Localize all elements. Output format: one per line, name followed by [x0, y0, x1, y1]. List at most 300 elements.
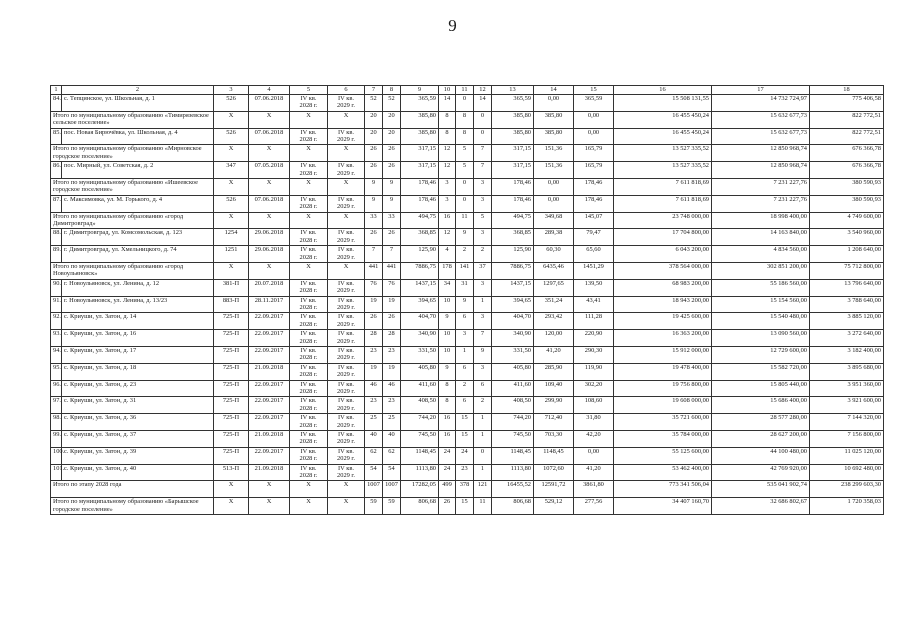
value-cell-col-17: 15 154 560,00 [712, 296, 810, 313]
value-cell-col-18: 13 796 640,00 [810, 279, 884, 296]
value-cell-col-17: 15 632 677,73 [712, 111, 810, 128]
value-cell-col-14: 0,00 [534, 195, 574, 212]
value-cell-col-16: 16 455 450,24 [614, 128, 712, 145]
value-cell-col-6: IV кв. 2029 г. [328, 397, 365, 414]
value-cell-col-7: 20 [365, 111, 383, 128]
value-cell-col-12: 6 [474, 380, 492, 397]
value-cell-col-3: 513-П [214, 464, 249, 481]
column-number-header: 2 [62, 86, 214, 95]
value-cell-col-9: 125,90 [401, 246, 439, 263]
row-number-cell: 88. [51, 229, 62, 246]
value-cell-col-12: 2 [474, 246, 492, 263]
value-cell-col-14: 1148,45 [534, 447, 574, 464]
value-cell-col-8: 20 [383, 128, 401, 145]
value-cell-col-8: 20 [383, 111, 401, 128]
address-cell: г. Новоульяновск, ул. Ленина, д. 12 [62, 279, 214, 296]
value-cell-col-17: 535 041 902,74 [712, 481, 810, 498]
value-cell-col-16: 13 527 335,52 [614, 145, 712, 162]
value-cell-col-8: 40 [383, 430, 401, 447]
value-cell-col-3: X [214, 111, 249, 128]
value-cell-col-7: 9 [365, 178, 383, 195]
value-cell-col-15: 220,90 [574, 330, 614, 347]
value-cell-col-15: 178,46 [574, 195, 614, 212]
value-cell-col-9: 331,50 [401, 346, 439, 363]
value-cell-col-8: 59 [383, 498, 401, 515]
value-cell-col-4: X [249, 178, 290, 195]
column-number-header: 4 [249, 86, 290, 95]
value-cell-col-4: 21.09.2018 [249, 363, 290, 380]
value-cell-col-10: 3 [439, 178, 456, 195]
value-cell-col-4: 20.07.2018 [249, 279, 290, 296]
column-number-header: 18 [810, 86, 884, 95]
address-cell: г. Новоульяновск, ул. Ленина, д. 13/23 [62, 296, 214, 313]
row-number-cell: 91. [51, 296, 62, 313]
value-cell-col-4: 22.09.2017 [249, 380, 290, 397]
value-cell-col-4: X [249, 262, 290, 279]
value-cell-col-17: 12 850 968,74 [712, 162, 810, 179]
value-cell-col-4: X [249, 145, 290, 162]
value-cell-col-12: 11 [474, 498, 492, 515]
value-cell-col-3: X [214, 145, 249, 162]
value-cell-col-17: 44 100 480,00 [712, 447, 810, 464]
value-cell-col-18: 3 272 640,00 [810, 330, 884, 347]
value-cell-col-3: 725-П [214, 346, 249, 363]
value-cell-col-10: 8 [439, 397, 456, 414]
value-cell-col-10: 14 [439, 95, 456, 112]
value-cell-col-7: 52 [365, 95, 383, 112]
value-cell-col-4: 22.09.2017 [249, 313, 290, 330]
value-cell-col-18: 3 885 120,00 [810, 313, 884, 330]
value-cell-col-13: 331,50 [492, 346, 534, 363]
value-cell-col-14: 351,24 [534, 296, 574, 313]
value-cell-col-12: 37 [474, 262, 492, 279]
value-cell-col-13: 745,50 [492, 430, 534, 447]
value-cell-col-11: 5 [456, 162, 474, 179]
value-cell-col-14: 41,20 [534, 346, 574, 363]
value-cell-col-7: 26 [365, 145, 383, 162]
value-cell-col-3: 725-П [214, 363, 249, 380]
value-cell-col-6: IV кв. 2029 г. [328, 229, 365, 246]
value-cell-col-13: 340,90 [492, 330, 534, 347]
value-cell-col-16: 15 912 000,00 [614, 346, 712, 363]
value-cell-col-3: 725-П [214, 380, 249, 397]
value-cell-col-17: 14 163 840,00 [712, 229, 810, 246]
value-cell-col-16: 35 784 000,00 [614, 430, 712, 447]
value-cell-col-14: 0,00 [534, 178, 574, 195]
value-cell-col-7: 26 [365, 313, 383, 330]
value-cell-col-14: 109,40 [534, 380, 574, 397]
subtotal-label-cell: Итого по муниципальному образованию «город Новоульяновск» [51, 262, 214, 279]
value-cell-col-9: 17282,05 [401, 481, 439, 498]
subtotal-label-cell: Итого по муниципальному образованию «Тимирязевское сельское поселение» [51, 111, 214, 128]
address-cell: с. Криуши, ул. Затон, д. 17 [62, 346, 214, 363]
value-cell-col-18: 75 712 800,00 [810, 262, 884, 279]
value-cell-col-15: 119,90 [574, 363, 614, 380]
row-number-cell: 94. [51, 346, 62, 363]
value-cell-col-11: 6 [456, 313, 474, 330]
value-cell-col-15: 0,00 [574, 447, 614, 464]
address-cell: с. Криуши, ул. Затон, д. 16 [62, 330, 214, 347]
value-cell-col-15: 43,41 [574, 296, 614, 313]
value-cell-col-11: 2 [456, 246, 474, 263]
value-cell-col-9: 178,46 [401, 195, 439, 212]
value-cell-col-3: X [214, 212, 249, 229]
address-cell: с. Криуши, ул. Затон, д. 18 [62, 363, 214, 380]
value-cell-col-10: 12 [439, 229, 456, 246]
value-cell-col-8: 19 [383, 363, 401, 380]
value-cell-col-10: 24 [439, 464, 456, 481]
value-cell-col-18: 7 144 320,00 [810, 414, 884, 431]
value-cell-col-10: 178 [439, 262, 456, 279]
value-cell-col-9: 340,90 [401, 330, 439, 347]
value-cell-col-14: 712,40 [534, 414, 574, 431]
value-cell-col-11: 3 [456, 330, 474, 347]
value-cell-col-17: 13 090 560,00 [712, 330, 810, 347]
value-cell-col-4: 21.09.2018 [249, 430, 290, 447]
value-cell-col-17: 42 769 920,00 [712, 464, 810, 481]
value-cell-col-12: 3 [474, 195, 492, 212]
value-cell-col-3: X [214, 262, 249, 279]
value-cell-col-11: 2 [456, 380, 474, 397]
value-cell-col-3: 725-П [214, 330, 249, 347]
value-cell-col-3: 725-П [214, 414, 249, 431]
value-cell-col-17: 12 729 600,00 [712, 346, 810, 363]
value-cell-col-7: 7 [365, 246, 383, 263]
value-cell-col-7: 19 [365, 296, 383, 313]
row-number-cell: 87. [51, 195, 62, 212]
value-cell-col-7: 54 [365, 464, 383, 481]
value-cell-col-9: 178,46 [401, 178, 439, 195]
column-number-header: 11 [456, 86, 474, 95]
value-cell-col-10: 34 [439, 279, 456, 296]
value-cell-col-8: 19 [383, 296, 401, 313]
value-cell-col-13: 317,15 [492, 145, 534, 162]
value-cell-col-12: 0 [474, 447, 492, 464]
value-cell-col-14: 299,90 [534, 397, 574, 414]
value-cell-col-18: 380 590,93 [810, 195, 884, 212]
column-number-header: 15 [574, 86, 614, 95]
value-cell-col-3: 1254 [214, 229, 249, 246]
row-number-cell: 86. [51, 162, 62, 179]
value-cell-col-4: 22.09.2017 [249, 447, 290, 464]
value-cell-col-9: 7886,75 [401, 262, 439, 279]
value-cell-col-17: 12 850 968,74 [712, 145, 810, 162]
value-cell-col-14: 120,00 [534, 330, 574, 347]
value-cell-col-10: 10 [439, 346, 456, 363]
column-number-header: 1 [51, 86, 62, 95]
value-cell-col-7: 33 [365, 212, 383, 229]
value-cell-col-10: 10 [439, 330, 456, 347]
value-cell-col-16: 19 478 400,00 [614, 363, 712, 380]
value-cell-col-5: IV кв. 2028 г. [290, 414, 328, 431]
value-cell-col-14: 1072,60 [534, 464, 574, 481]
table-row [51, 430, 884, 447]
value-cell-col-5: IV кв. 2028 г. [290, 195, 328, 212]
value-cell-col-16: 34 407 160,70 [614, 498, 712, 515]
value-cell-col-5: IV кв. 2028 г. [290, 363, 328, 380]
value-cell-col-6: IV кв. 2029 г. [328, 313, 365, 330]
subtotal-label-cell: Итого по муниципальному образованию «город Димитровград» [51, 212, 214, 229]
row-number-cell: 101. [51, 464, 62, 481]
value-cell-col-7: 46 [365, 380, 383, 397]
value-cell-col-7: 441 [365, 262, 383, 279]
value-cell-col-17: 15 686 400,00 [712, 397, 810, 414]
value-cell-col-10: 16 [439, 212, 456, 229]
value-cell-col-4: 29.06.2018 [249, 229, 290, 246]
value-cell-col-9: 806,68 [401, 498, 439, 515]
value-cell-col-17: 15 582 720,00 [712, 363, 810, 380]
address-cell: г. Димитровград, ул. Хмельницкого, д. 74 [62, 246, 214, 263]
value-cell-col-13: 1437,15 [492, 279, 534, 296]
value-cell-col-3: 526 [214, 195, 249, 212]
value-cell-col-8: 9 [383, 178, 401, 195]
value-cell-col-5: IV кв. 2028 г. [290, 397, 328, 414]
value-cell-col-13: 125,90 [492, 246, 534, 263]
value-cell-col-18: 4 749 600,00 [810, 212, 884, 229]
address-cell: с. Криуши, ул. Затон, д. 36 [62, 414, 214, 431]
value-cell-col-4: X [249, 498, 290, 515]
value-cell-col-6: X [328, 498, 365, 515]
value-cell-col-5: IV кв. 2028 г. [290, 313, 328, 330]
value-cell-col-5: IV кв. 2028 г. [290, 162, 328, 179]
value-cell-col-6: X [328, 262, 365, 279]
table-row [51, 313, 884, 330]
value-cell-col-13: 178,46 [492, 178, 534, 195]
column-number-header: 17 [712, 86, 810, 95]
value-cell-col-8: 26 [383, 313, 401, 330]
column-number-header: 6 [328, 86, 365, 95]
value-cell-col-6: X [328, 178, 365, 195]
value-cell-col-11: 23 [456, 464, 474, 481]
value-cell-col-5: IV кв. 2028 г. [290, 279, 328, 296]
value-cell-col-15: 290,30 [574, 346, 614, 363]
value-cell-col-8: 23 [383, 397, 401, 414]
value-cell-col-4: 22.09.2017 [249, 414, 290, 431]
value-cell-col-10: 16 [439, 414, 456, 431]
value-cell-col-14: 289,38 [534, 229, 574, 246]
value-cell-col-17: 14 732 724,97 [712, 95, 810, 112]
address-cell: с. Криуши, ул. Затон, д. 40 [62, 464, 214, 481]
value-cell-col-15: 145,07 [574, 212, 614, 229]
value-cell-col-12: 3 [474, 229, 492, 246]
value-cell-col-6: IV кв. 2029 г. [328, 246, 365, 263]
value-cell-col-11: 5 [456, 145, 474, 162]
column-number-header: 13 [492, 86, 534, 95]
subtotal-row [51, 111, 884, 128]
value-cell-col-18: 10 692 480,00 [810, 464, 884, 481]
row-number-cell: 89. [51, 246, 62, 263]
value-cell-col-4: 29.06.2018 [249, 246, 290, 263]
row-number-cell: 100. [51, 447, 62, 464]
value-cell-col-9: 365,59 [401, 95, 439, 112]
row-number-cell: 90. [51, 279, 62, 296]
value-cell-col-18: 676 366,78 [810, 145, 884, 162]
value-cell-col-15: 42,20 [574, 430, 614, 447]
subtotal-row [51, 145, 884, 162]
value-cell-col-11: 9 [456, 229, 474, 246]
value-cell-col-8: 26 [383, 145, 401, 162]
value-cell-col-10: 10 [439, 296, 456, 313]
value-cell-col-5: X [290, 178, 328, 195]
value-cell-col-18: 3 182 400,00 [810, 346, 884, 363]
row-number-cell: 85. [51, 128, 62, 145]
value-cell-col-12: 1 [474, 430, 492, 447]
value-cell-col-15: 178,46 [574, 178, 614, 195]
value-cell-col-3: 883-П [214, 296, 249, 313]
value-cell-col-13: 408,50 [492, 397, 534, 414]
value-cell-col-5: X [290, 212, 328, 229]
table-row [51, 195, 884, 212]
value-cell-col-16: 19 756 800,00 [614, 380, 712, 397]
value-cell-col-15: 365,59 [574, 95, 614, 112]
value-cell-col-13: 411,60 [492, 380, 534, 397]
value-cell-col-6: IV кв. 2029 г. [328, 380, 365, 397]
value-cell-col-12: 7 [474, 145, 492, 162]
value-cell-col-15: 41,20 [574, 464, 614, 481]
table-row [51, 330, 884, 347]
resettlement-program-table [50, 85, 884, 515]
address-cell: с. Максимовка, ул. М. Горького, д. 4 [62, 195, 214, 212]
value-cell-col-8: 76 [383, 279, 401, 296]
value-cell-col-6: IV кв. 2029 г. [328, 162, 365, 179]
value-cell-col-16: 18 943 200,00 [614, 296, 712, 313]
value-cell-col-18: 775 406,58 [810, 95, 884, 112]
value-cell-col-9: 368,85 [401, 229, 439, 246]
column-number-header: 9 [401, 86, 439, 95]
value-cell-col-8: 25 [383, 414, 401, 431]
value-cell-col-18: 3 951 360,00 [810, 380, 884, 397]
value-cell-col-10: 8 [439, 380, 456, 397]
value-cell-col-10: 9 [439, 313, 456, 330]
value-cell-col-13: 16455,52 [492, 481, 534, 498]
value-cell-col-11: 141 [456, 262, 474, 279]
value-cell-col-5: X [290, 481, 328, 498]
value-cell-col-10: 26 [439, 498, 456, 515]
value-cell-col-8: 23 [383, 346, 401, 363]
value-cell-col-12: 7 [474, 162, 492, 179]
value-cell-col-7: 62 [365, 447, 383, 464]
value-cell-col-17: 18 998 400,00 [712, 212, 810, 229]
value-cell-col-9: 317,15 [401, 145, 439, 162]
value-cell-col-6: IV кв. 2029 г. [328, 346, 365, 363]
value-cell-col-16: 15 508 131,55 [614, 95, 712, 112]
value-cell-col-8: 441 [383, 262, 401, 279]
table-row [51, 95, 884, 112]
value-cell-col-5: IV кв. 2028 г. [290, 246, 328, 263]
value-cell-col-7: 40 [365, 430, 383, 447]
value-cell-col-11: 11 [456, 212, 474, 229]
value-cell-col-14: 385,80 [534, 111, 574, 128]
value-cell-col-8: 28 [383, 330, 401, 347]
column-number-header: 3 [214, 86, 249, 95]
value-cell-col-5: X [290, 262, 328, 279]
address-cell: пос. Новая Бирючёвка, ул. Школьная, д. 4 [62, 128, 214, 145]
value-cell-col-3: 725-П [214, 397, 249, 414]
value-cell-col-5: IV кв. 2028 г. [290, 296, 328, 313]
value-cell-col-9: 745,50 [401, 430, 439, 447]
value-cell-col-12: 1 [474, 464, 492, 481]
value-cell-col-16: 13 527 335,52 [614, 162, 712, 179]
value-cell-col-6: IV кв. 2029 г. [328, 414, 365, 431]
value-cell-col-16: 19 425 600,00 [614, 313, 712, 330]
value-cell-col-10: 12 [439, 162, 456, 179]
row-number-cell: 98. [51, 414, 62, 431]
value-cell-col-15: 277,56 [574, 498, 614, 515]
value-cell-col-14: 385,80 [534, 128, 574, 145]
value-cell-col-10: 9 [439, 363, 456, 380]
table-row [51, 447, 884, 464]
value-cell-col-16: 378 564 000,00 [614, 262, 712, 279]
value-cell-col-13: 494,75 [492, 212, 534, 229]
value-cell-col-11: 15 [456, 430, 474, 447]
value-cell-col-10: 8 [439, 111, 456, 128]
value-cell-col-15: 0,00 [574, 128, 614, 145]
table-row [51, 296, 884, 313]
column-number-header: 7 [365, 86, 383, 95]
page-number: 9 [448, 16, 457, 35]
value-cell-col-13: 744,20 [492, 414, 534, 431]
value-cell-col-5: IV кв. 2028 г. [290, 128, 328, 145]
value-cell-col-13: 365,59 [492, 95, 534, 112]
value-cell-col-6: IV кв. 2029 г. [328, 95, 365, 112]
value-cell-col-15: 302,20 [574, 380, 614, 397]
value-cell-col-3: X [214, 498, 249, 515]
value-cell-col-6: IV кв. 2029 г. [328, 363, 365, 380]
value-cell-col-11: 0 [456, 95, 474, 112]
value-cell-col-9: 408,50 [401, 397, 439, 414]
subtotal-row [51, 262, 884, 279]
value-cell-col-3: 725-П [214, 447, 249, 464]
value-cell-col-16: 19 608 000,00 [614, 397, 712, 414]
value-cell-col-14: 12591,72 [534, 481, 574, 498]
value-cell-col-4: 07.06.2018 [249, 128, 290, 145]
value-cell-col-17: 32 686 802,67 [712, 498, 810, 515]
value-cell-col-7: 1007 [365, 481, 383, 498]
value-cell-col-17: 15 805 440,00 [712, 380, 810, 397]
value-cell-col-8: 1007 [383, 481, 401, 498]
value-cell-col-13: 7886,75 [492, 262, 534, 279]
value-cell-col-13: 385,80 [492, 128, 534, 145]
value-cell-col-12: 3 [474, 363, 492, 380]
value-cell-col-8: 26 [383, 162, 401, 179]
address-cell: с. Тепцинское, ул. Школьная, д. 1 [62, 95, 214, 112]
column-number-header: 12 [474, 86, 492, 95]
value-cell-col-15: 3861,80 [574, 481, 614, 498]
value-cell-col-17: 4 834 560,00 [712, 246, 810, 263]
value-cell-col-3: 1251 [214, 246, 249, 263]
value-cell-col-10: 4 [439, 246, 456, 263]
value-cell-col-13: 404,70 [492, 313, 534, 330]
value-cell-col-6: IV кв. 2029 г. [328, 279, 365, 296]
value-cell-col-3: 347 [214, 162, 249, 179]
value-cell-col-5: IV кв. 2028 г. [290, 229, 328, 246]
value-cell-col-12: 0 [474, 111, 492, 128]
value-cell-col-12: 9 [474, 346, 492, 363]
value-cell-col-8: 7 [383, 246, 401, 263]
value-cell-col-6: IV кв. 2029 г. [328, 195, 365, 212]
value-cell-col-17: 302 851 200,00 [712, 262, 810, 279]
value-cell-col-15: 1451,29 [574, 262, 614, 279]
program-table-sheet [50, 85, 883, 515]
value-cell-col-13: 385,80 [492, 111, 534, 128]
table-row [51, 246, 884, 263]
subtotal-row [51, 481, 884, 498]
value-cell-col-18: 822 772,51 [810, 128, 884, 145]
value-cell-col-4: 07.06.2018 [249, 95, 290, 112]
value-cell-col-6: X [328, 111, 365, 128]
value-cell-col-3: 725-П [214, 430, 249, 447]
value-cell-col-16: 23 748 000,00 [614, 212, 712, 229]
